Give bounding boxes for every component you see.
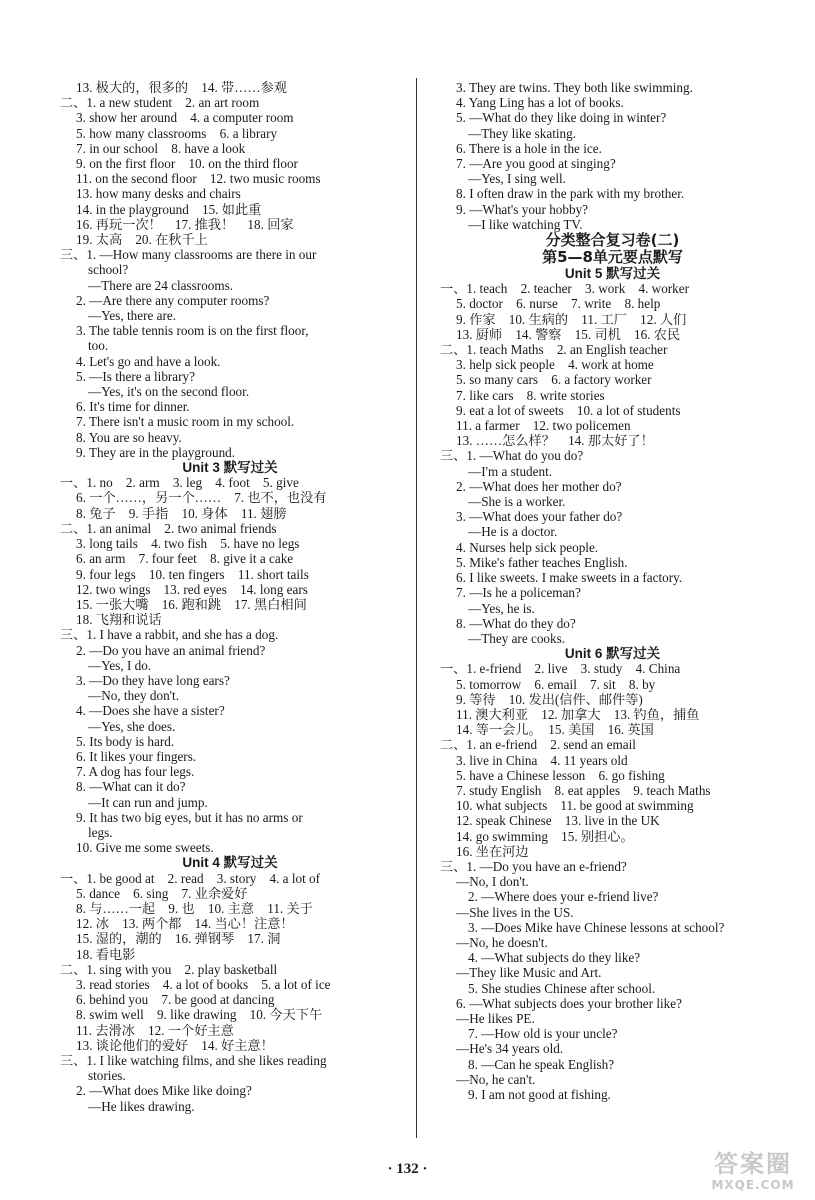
right-answer-line: 16. 坐在河边 [456, 843, 529, 859]
right-answer-line: 7. study English 8. eat apples 9. teach Maths [456, 782, 711, 798]
right-answer-line: 11. 澳大利亚 12. 加拿大 13. 钓鱼，捕鱼 [456, 706, 700, 722]
left-answer-line: school? [88, 262, 129, 278]
watermark [705, 1150, 801, 1192]
right-answer-line: 5. Mike's father teaches English. [456, 554, 628, 570]
left-answer-line: 9. It has two big eyes, but it has no arms or [76, 809, 303, 825]
left-answer-line: —Yes, there are. [88, 308, 177, 324]
left-answer-line: 三、1. —How many classrooms are there in our [60, 247, 317, 263]
left-answer-line: 9. on the first floor 10. on the third floor [76, 156, 298, 172]
left-answer-line: —It can run and jump. [88, 794, 208, 810]
right-answer-line: —Yes, I sing well. [468, 171, 566, 187]
right-answer-line: 7. —How old is your uncle? [468, 1026, 618, 1042]
right-answer-line: 3. live in China 4. 11 years old [456, 752, 628, 768]
left-answer-line: 三、1. I like watching films, and she likes reading [60, 1053, 327, 1068]
left-answer-line: 三、1. I have a rabbit, and she has a dog. [60, 627, 279, 643]
right-answer-line: 12. speak Chinese 13. live in the UK [456, 813, 660, 829]
left-answer-line: 3. The table tennis room is on the first floor, [76, 323, 309, 339]
right-column [440, 80, 785, 1102]
left-answer-line: 2. —Are there any computer rooms? [76, 292, 270, 308]
right-answer-line: 6. —What subjects does your brother like? [456, 995, 682, 1011]
watermark-logo: 答案圈 [714, 1150, 792, 1178]
left-answer-line: —Yes, she does. [88, 718, 176, 734]
left-answer-line: 5. dance 6. sing 7. 业余爱好 [76, 885, 248, 901]
right-answer-line: 5. have a Chinese lesson 6. go fishing [456, 767, 665, 783]
left-answer-line: 一、1. be good at 2. read 3. story 4. a lot of [60, 870, 321, 886]
left-answer-line: 16. 再玩一次！ 17. 推我！ 18. 回家 [76, 216, 294, 232]
left-answer-line: 4. Let's go and have a look. [76, 353, 221, 369]
right-answer-line: 13. 厨师 14. 警察 15. 司机 16. 农民 [456, 326, 681, 342]
left-answer-line: —Yes, I do. [88, 657, 152, 673]
right-answer-line: 8. —Can he speak English? [468, 1056, 615, 1072]
left-answer-line: 5. Its body is hard. [76, 733, 175, 749]
left-answer-line: 二、1. an animal 2. two animal friends [60, 520, 277, 536]
left-answer-line: too. [88, 338, 109, 354]
right-answer-line: 5. doctor 6. nurse 7. write 8. help [456, 296, 661, 312]
left-answer-line: 6. 一个……，另一个…… 7. 也不，也没有 [76, 490, 327, 506]
right-answer-line: 一、1. teach 2. teacher 3. work 4. worker [440, 281, 690, 297]
left-answer-line: 8. 与……一起 9. 也 10. 主意 11. 关于 [76, 900, 313, 916]
right-answer-line: 一、1. e-friend 2. live 3. study 4. China [440, 661, 681, 677]
right-answer-line: 8. —What do they do? [456, 615, 576, 631]
left-answer-line: 7. in our school 8. have a look [76, 140, 246, 156]
left-answer-line: 3. long tails 4. two fish 5. have no legs [76, 536, 300, 552]
right-answer-line: 2. —What does her mother do? [456, 478, 622, 494]
right-answer-line: 6. I like sweets. I make sweets in a factory. [456, 570, 683, 586]
right-answer-line: 11. a farmer 12. two policemen [456, 418, 631, 434]
right-answer-line: —They like Music and Art. [456, 965, 602, 981]
right-answer-line: —No, he doesn't. [456, 934, 548, 950]
left-answer-line: 9. four legs 10. ten fingers 11. short tails [76, 566, 309, 582]
left-answer-line: 2. —What does Mike like doing? [76, 1083, 252, 1099]
right-answer-line: 7. like cars 8. write stories [456, 387, 605, 403]
left-answer-line: 8. swim well 9. like drawing 10. 今天下午 [76, 1007, 323, 1023]
right-answer-line: —She is a worker. [468, 494, 566, 510]
unit-heading: Unit 6 默写过关 [564, 646, 661, 662]
right-answer-line: 三、1. —Do you have an e-friend? [440, 858, 627, 874]
left-answer-line: 15. 湿的，潮的 16. 弹钢琴 17. 洞 [76, 931, 281, 947]
right-answer-line: 二、1. an e-friend 2. send an email [440, 737, 636, 753]
right-answer-line: 14. go swimming 15. 别担心。 [456, 828, 634, 844]
right-answer-line: 10. what subjects 11. be good at swimming [456, 798, 694, 814]
right-answer-line: 6. There is a hole in the ice. [456, 140, 602, 156]
unit-heading: Unit 5 默写过关 [564, 266, 661, 282]
left-answer-line: —Yes, it's on the second floor. [88, 384, 250, 400]
left-answer-line: 13. 谈论他们的爱好 14. 好主意！ [76, 1037, 274, 1053]
right-answer-line: 3. help sick people 4. work at home [456, 357, 654, 373]
left-answer-line: 13. 极大的，很多的 14. 带……参观 [76, 80, 287, 95]
right-answer-line: —They are cooks. [468, 630, 566, 646]
right-answer-line: —He is a doctor. [468, 524, 558, 540]
right-answer-line: —He's 34 years old. [456, 1041, 564, 1057]
left-answer-line: 4. —Does she have a sister? [76, 703, 225, 719]
right-answer-line: —I'm a student. [468, 463, 553, 479]
left-answer-line: 二、1. a new student 2. an art room [60, 95, 260, 111]
left-column [60, 80, 400, 1114]
left-answer-line: 3. read stories 4. a lot of books 5. a lot of ice [76, 976, 331, 992]
left-answer-line: stories. [88, 1068, 126, 1084]
left-answer-line: 6. It's time for dinner. [76, 399, 190, 415]
left-answer-line: 14. in the playground 15. 如此重 [76, 201, 262, 217]
right-answer-line: 5. —What do they like doing in winter? [456, 110, 667, 126]
left-answer-line: 13. how many desks and chairs [76, 186, 241, 202]
right-answer-line: 三、1. —What do you do? [440, 448, 584, 464]
left-answer-line: 3. show her around 4. a computer room [76, 110, 294, 126]
right-answer-line: 5. tomorrow 6. email 7. sit 8. by [456, 676, 656, 692]
left-answer-line: 8. You are so heavy. [76, 429, 182, 445]
left-answer-line: 12. 冰 13. 两个都 14. 当心！注意！ [76, 916, 294, 932]
right-answer-line: 5. She studies Chinese after school. [468, 980, 656, 996]
left-answer-line: 3. —Do they have long ears? [76, 672, 230, 688]
right-answer-line: 13. ……怎么样？ 14. 那太好了！ [456, 433, 654, 449]
left-answer-line: 6. It likes your fingers. [76, 748, 197, 764]
left-answer-line: 6. an arm 7. four feet 8. give it a cake [76, 551, 294, 567]
right-answer-line: —She lives in the US. [456, 904, 574, 920]
unit-heading: Unit 3 默写过关 [182, 460, 278, 476]
left-answer-line: —He likes drawing. [88, 1098, 195, 1114]
right-answer-line: 14. 等一会儿。 15. 美国 16. 英国 [456, 722, 654, 738]
left-answer-line: 7. A dog has four legs. [76, 764, 195, 780]
right-answer-line: —He likes PE. [456, 1010, 535, 1026]
left-answer-line: 2. —Do you have an animal friend? [76, 642, 266, 658]
left-answer-line: —No, they don't. [88, 688, 180, 704]
left-answer-line: 二、1. sing with you 2. play basketball [60, 961, 278, 977]
left-answer-line: 11. on the second floor 12. two music rooms [76, 171, 321, 187]
right-answer-line: 7. —Are you good at singing? [456, 156, 616, 172]
right-answer-line: 9. I am not good at fishing. [468, 1087, 611, 1102]
right-answer-line: 3. —What does your father do? [456, 509, 623, 525]
right-answer-line: 二、1. teach Maths 2. an English teacher [440, 342, 668, 358]
left-answer-line: 10. Give me some sweets. [76, 840, 214, 856]
right-answer-line: —No, he can't. [456, 1071, 536, 1087]
right-answer-line: —They like skating. [468, 125, 577, 141]
unit-heading: Unit 4 默写过关 [182, 855, 278, 871]
right-answer-line: 9. —What's your hobby? [456, 201, 589, 217]
section-heading: 第5—8单元要点默写 [542, 248, 683, 267]
right-answer-line: 7. —Is he a policeman? [456, 585, 581, 601]
section-heading: 分类整合复习卷(二) [545, 231, 680, 250]
left-answer-line: 18. 看电影 [76, 946, 136, 962]
right-answer-line: —I like watching TV. [468, 216, 583, 232]
watermark-url: MXQE.COM [711, 1178, 795, 1192]
left-answer-line: 6. behind you 7. be good at dancing [76, 992, 275, 1008]
right-answer-line: 9. eat a lot of sweets 10. a lot of students [456, 402, 681, 418]
right-answer-line: 4. —What subjects do they like? [468, 950, 641, 966]
right-answer-line: —Yes, he is. [468, 600, 535, 616]
left-answer-line: 15. 一张大嘴 16. 跑和跳 17. 黑白相间 [76, 596, 307, 612]
left-answer-line: legs. [88, 824, 113, 840]
left-answer-line: 18. 飞翔和说话 [76, 612, 162, 628]
right-answer-line: 2. —Where does your e-friend live? [468, 889, 659, 905]
right-answer-line: 9. 等待 10. 发出(信件、邮件等) [456, 691, 643, 707]
right-answer-line: 4. Nurses help sick people. [456, 539, 599, 555]
left-answer-line: —There are 24 classrooms. [88, 277, 234, 293]
right-answer-line: 5. so many cars 6. a factory worker [456, 372, 652, 388]
right-answer-line: 3. —Does Mike have Chinese lessons at school? [468, 919, 725, 935]
left-answer-line: 8. —What can it do? [76, 779, 186, 795]
left-answer-line: 5. how many classrooms 6. a library [76, 125, 278, 141]
left-answer-line: 一、1. no 2. arm 3. leg 4. foot 5. give [60, 475, 299, 491]
left-answer-line: 5. —Is there a library? [76, 368, 196, 384]
left-answer-line: 7. There isn't a music room in my school. [76, 414, 295, 430]
left-answer-line: 12. two wings 13. red eyes 14. long ears [76, 581, 308, 597]
left-answer-line: 9. They are in the playground. [76, 444, 236, 460]
page-number: · 132 · [387, 1161, 428, 1177]
right-answer-line: 9. 作家 10. 生病的 11. 工厂 12. 人们 [456, 311, 687, 327]
right-answer-line: 3. They are twins. They both like swimming. [456, 80, 693, 95]
right-answer-line: 8. I often draw in the park with my brother. [456, 186, 685, 202]
right-answer-line: —No, I don't. [456, 874, 529, 890]
left-answer-line: 19. 太高 20. 在秋千上 [76, 232, 208, 248]
right-answer-line: 4. Yang Ling has a lot of books. [456, 95, 624, 111]
column-divider [416, 78, 417, 1138]
left-answer-line: 11. 去滑冰 12. 一个好主意 [76, 1022, 234, 1038]
left-answer-line: 8. 兔子 9. 手指 10. 身体 11. 翅膀 [76, 505, 287, 521]
